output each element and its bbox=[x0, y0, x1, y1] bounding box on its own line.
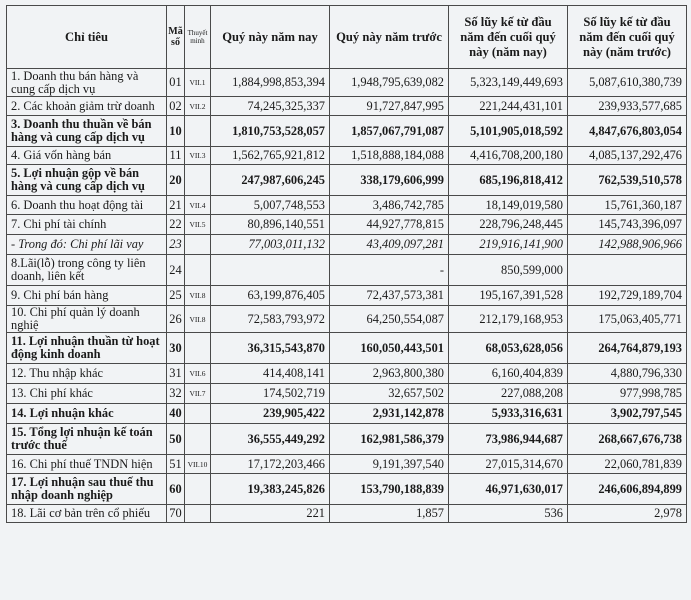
header-row bbox=[7, 6, 687, 69]
row-quarter-current: 1,810,753,528,057 bbox=[211, 116, 330, 147]
row-quarter-current: 247,987,606,245 bbox=[211, 165, 330, 196]
row-code: 22 bbox=[167, 215, 185, 235]
row-ytd-current: 195,167,391,528 bbox=[449, 286, 568, 306]
row-quarter-previous: 2,931,142,878 bbox=[330, 404, 449, 424]
row-quarter-current: 19,383,245,826 bbox=[211, 474, 330, 505]
header-ytd-current: Số lũy kế từ đầu năm đến cuối quý này (năm nay) bbox=[449, 6, 568, 69]
row-quarter-previous: 1,857 bbox=[330, 505, 449, 523]
header-note: Thuyết minh bbox=[185, 6, 211, 69]
row-code: 70 bbox=[167, 505, 185, 523]
table-row bbox=[7, 306, 687, 333]
row-ytd-previous: 268,667,676,738 bbox=[568, 424, 687, 455]
row-code: 32 bbox=[167, 384, 185, 404]
table-row bbox=[7, 424, 687, 455]
row-quarter-previous: 72,437,573,381 bbox=[330, 286, 449, 306]
row-ytd-current: 6,160,404,839 bbox=[449, 364, 568, 384]
row-note: VII.1 bbox=[185, 69, 211, 97]
row-quarter-current: 72,583,793,972 bbox=[211, 306, 330, 333]
row-ytd-previous: 175,063,405,771 bbox=[568, 306, 687, 333]
row-quarter-previous: 43,409,097,281 bbox=[330, 235, 449, 255]
row-ytd-current: 219,916,141,900 bbox=[449, 235, 568, 255]
table-row bbox=[7, 69, 687, 97]
row-quarter-current: 221 bbox=[211, 505, 330, 523]
row-code: 10 bbox=[167, 116, 185, 147]
table-row bbox=[7, 455, 687, 474]
row-ytd-previous: 4,085,137,292,476 bbox=[568, 147, 687, 165]
table-row bbox=[7, 364, 687, 384]
header-code: Mã số bbox=[167, 6, 185, 69]
row-code: 60 bbox=[167, 474, 185, 505]
table-row bbox=[7, 384, 687, 404]
row-quarter-current: 36,315,543,870 bbox=[211, 333, 330, 364]
row-ytd-previous: 239,933,577,685 bbox=[568, 97, 687, 116]
row-note bbox=[185, 404, 211, 424]
row-quarter-previous: 2,963,800,380 bbox=[330, 364, 449, 384]
row-ytd-current: 536 bbox=[449, 505, 568, 523]
row-note bbox=[185, 235, 211, 255]
row-label: 14. Lợi nhuận khác bbox=[7, 404, 167, 424]
row-quarter-current: 174,502,719 bbox=[211, 384, 330, 404]
row-quarter-current: 5,007,748,553 bbox=[211, 196, 330, 215]
income-statement-table bbox=[6, 5, 687, 523]
row-label: 10. Chi phí quản lý doanh nghiệ bbox=[7, 306, 167, 333]
row-ytd-current: 221,244,431,101 bbox=[449, 97, 568, 116]
row-label: 4. Giá vốn hàng bán bbox=[7, 147, 167, 165]
row-note bbox=[185, 424, 211, 455]
row-ytd-current: 685,196,818,412 bbox=[449, 165, 568, 196]
table-row bbox=[7, 474, 687, 505]
row-note: VII.5 bbox=[185, 215, 211, 235]
row-label: 16. Chi phí thuế TNDN hiện bbox=[7, 455, 167, 474]
row-quarter-previous: 1,518,888,184,088 bbox=[330, 147, 449, 165]
row-note: VII.6 bbox=[185, 364, 211, 384]
row-ytd-previous: 192,729,189,704 bbox=[568, 286, 687, 306]
row-code: 11 bbox=[167, 147, 185, 165]
row-ytd-previous: 264,764,879,193 bbox=[568, 333, 687, 364]
row-ytd-current: 5,101,905,018,592 bbox=[449, 116, 568, 147]
row-note: VII.8 bbox=[185, 306, 211, 333]
row-code: 20 bbox=[167, 165, 185, 196]
row-code: 23 bbox=[167, 235, 185, 255]
row-note: VII.8 bbox=[185, 286, 211, 306]
row-ytd-previous: 977,998,785 bbox=[568, 384, 687, 404]
row-quarter-current: 1,884,998,853,394 bbox=[211, 69, 330, 97]
row-label: 1. Doanh thu bán hàng và cung cấp dịch vụ bbox=[7, 69, 167, 97]
row-note: VII.4 bbox=[185, 196, 211, 215]
table-row bbox=[7, 286, 687, 306]
row-code: 25 bbox=[167, 286, 185, 306]
row-code: 51 bbox=[167, 455, 185, 474]
row-ytd-current: 73,986,944,687 bbox=[449, 424, 568, 455]
row-ytd-current: 228,796,248,445 bbox=[449, 215, 568, 235]
table-row bbox=[7, 196, 687, 215]
row-note bbox=[185, 474, 211, 505]
row-ytd-current: 4,416,708,200,180 bbox=[449, 147, 568, 165]
row-quarter-current: 74,245,325,337 bbox=[211, 97, 330, 116]
row-quarter-current bbox=[211, 255, 330, 286]
row-quarter-previous: 160,050,443,501 bbox=[330, 333, 449, 364]
row-ytd-previous: 3,902,797,545 bbox=[568, 404, 687, 424]
row-code: 40 bbox=[167, 404, 185, 424]
row-quarter-current: 17,172,203,466 bbox=[211, 455, 330, 474]
row-ytd-previous bbox=[568, 255, 687, 286]
row-code: 26 bbox=[167, 306, 185, 333]
row-ytd-current: 27,015,314,670 bbox=[449, 455, 568, 474]
row-quarter-current: 414,408,141 bbox=[211, 364, 330, 384]
row-quarter-previous: - bbox=[330, 255, 449, 286]
header-ytd-previous: Số lũy kế từ đầu năm đến cuối quý này (năm trước) bbox=[568, 6, 687, 69]
row-quarter-previous: 162,981,586,379 bbox=[330, 424, 449, 455]
row-ytd-previous: 246,606,894,899 bbox=[568, 474, 687, 505]
row-ytd-previous: 15,761,360,187 bbox=[568, 196, 687, 215]
row-label: 2. Các khoản giảm trừ doanh bbox=[7, 97, 167, 116]
row-quarter-previous: 32,657,502 bbox=[330, 384, 449, 404]
row-quarter-current: 63,199,876,405 bbox=[211, 286, 330, 306]
table-row bbox=[7, 404, 687, 424]
row-label: 15. Tổng lợi nhuận kế toán trước thuế bbox=[7, 424, 167, 455]
row-label: 18. Lãi cơ bản trên cổ phiếu bbox=[7, 505, 167, 523]
row-ytd-previous: 145,743,396,097 bbox=[568, 215, 687, 235]
row-code: 24 bbox=[167, 255, 185, 286]
row-ytd-current: 212,179,168,953 bbox=[449, 306, 568, 333]
row-ytd-previous: 22,060,781,839 bbox=[568, 455, 687, 474]
row-label: 8.Lãi(lỗ) trong công ty liên doanh, liên kết bbox=[7, 255, 167, 286]
row-ytd-previous: 4,880,796,330 bbox=[568, 364, 687, 384]
row-label: 12. Thu nhập khác bbox=[7, 364, 167, 384]
table-row bbox=[7, 333, 687, 364]
row-ytd-current: 46,971,630,017 bbox=[449, 474, 568, 505]
row-code: 21 bbox=[167, 196, 185, 215]
row-label: 5. Lợi nhuận gộp về bán hàng và cung cấp dịch vụ bbox=[7, 165, 167, 196]
row-note bbox=[185, 255, 211, 286]
row-ytd-current: 5,323,149,449,693 bbox=[449, 69, 568, 97]
row-label: 3. Doanh thu thuần về bán hàng và cung cấp dịch vụ bbox=[7, 116, 167, 147]
row-note: VII.10 bbox=[185, 455, 211, 474]
table-row bbox=[7, 255, 687, 286]
row-note bbox=[185, 165, 211, 196]
row-note: VII.3 bbox=[185, 147, 211, 165]
table-row bbox=[7, 116, 687, 147]
row-code: 30 bbox=[167, 333, 185, 364]
row-quarter-current: 1,562,765,921,812 bbox=[211, 147, 330, 165]
row-label: 17. Lợi nhuận sau thuế thu nhập doanh nghiệp bbox=[7, 474, 167, 505]
row-note: VII.7 bbox=[185, 384, 211, 404]
row-quarter-previous: 1,948,795,639,082 bbox=[330, 69, 449, 97]
row-code: 50 bbox=[167, 424, 185, 455]
row-ytd-current: 18,149,019,580 bbox=[449, 196, 568, 215]
table-row bbox=[7, 505, 687, 523]
row-quarter-previous: 1,857,067,791,087 bbox=[330, 116, 449, 147]
row-ytd-current: 850,599,000 bbox=[449, 255, 568, 286]
row-label: 7. Chi phí tài chính bbox=[7, 215, 167, 235]
row-ytd-previous: 2,978 bbox=[568, 505, 687, 523]
row-note bbox=[185, 505, 211, 523]
row-code: 31 bbox=[167, 364, 185, 384]
row-ytd-previous: 142,988,906,966 bbox=[568, 235, 687, 255]
row-ytd-current: 5,933,316,631 bbox=[449, 404, 568, 424]
row-ytd-current: 68,053,628,056 bbox=[449, 333, 568, 364]
table-row bbox=[7, 147, 687, 165]
table-row bbox=[7, 165, 687, 196]
row-ytd-previous: 762,539,510,578 bbox=[568, 165, 687, 196]
row-label: 13. Chi phí khác bbox=[7, 384, 167, 404]
row-note bbox=[185, 333, 211, 364]
row-quarter-previous: 91,727,847,995 bbox=[330, 97, 449, 116]
row-label: - Trong đó: Chi phí lãi vay bbox=[7, 235, 167, 255]
row-ytd-current: 227,088,208 bbox=[449, 384, 568, 404]
row-quarter-previous: 153,790,188,839 bbox=[330, 474, 449, 505]
row-ytd-previous: 5,087,610,380,739 bbox=[568, 69, 687, 97]
header-this-quarter-previous: Quý này năm trước bbox=[330, 6, 449, 69]
row-quarter-current: 80,896,140,551 bbox=[211, 215, 330, 235]
table-row bbox=[7, 235, 687, 255]
row-quarter-previous: 3,486,742,785 bbox=[330, 196, 449, 215]
header-indicator: Chỉ tiêu bbox=[7, 6, 167, 69]
row-quarter-previous: 44,927,778,815 bbox=[330, 215, 449, 235]
row-label: 9. Chi phí bán hàng bbox=[7, 286, 167, 306]
row-quarter-current: 77,003,011,132 bbox=[211, 235, 330, 255]
row-quarter-current: 239,905,422 bbox=[211, 404, 330, 424]
row-note: VII.2 bbox=[185, 97, 211, 116]
header-this-quarter-current: Quý này năm nay bbox=[211, 6, 330, 69]
row-quarter-previous: 338,179,606,999 bbox=[330, 165, 449, 196]
table-row bbox=[7, 97, 687, 116]
row-label: 11. Lợi nhuận thuần từ hoạt động kinh doanh bbox=[7, 333, 167, 364]
row-quarter-current: 36,555,449,292 bbox=[211, 424, 330, 455]
row-quarter-previous: 9,191,397,540 bbox=[330, 455, 449, 474]
row-ytd-previous: 4,847,676,803,054 bbox=[568, 116, 687, 147]
row-code: 02 bbox=[167, 97, 185, 116]
table-row bbox=[7, 215, 687, 235]
row-label: 6. Doanh thu hoạt động tài bbox=[7, 196, 167, 215]
row-code: 01 bbox=[167, 69, 185, 97]
row-note bbox=[185, 116, 211, 147]
row-quarter-previous: 64,250,554,087 bbox=[330, 306, 449, 333]
